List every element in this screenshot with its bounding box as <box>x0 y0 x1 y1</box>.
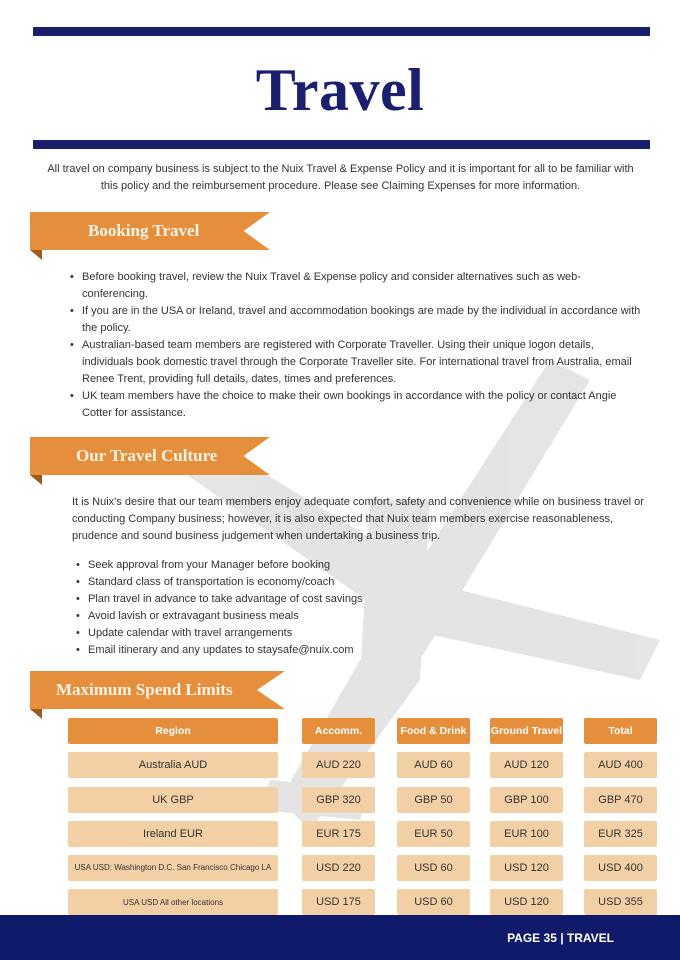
list-item: • UK team members have the choice to make their own bookings in accordance with the policy or contact Angie Cotter for assistance. <box>70 388 645 422</box>
table-cell: EUR 100 <box>490 821 563 847</box>
table-cell: GBP 50 <box>397 787 470 813</box>
table-cell: AUD 220 <box>302 752 375 778</box>
list-item: • If you are in the USA or Ireland, travel and accommodation bookings are made by the individual in accordance with the policy. <box>70 303 645 337</box>
spend-limits-banner <box>30 671 285 709</box>
intro-paragraph: All travel on company business is subject to the Nuix Travel & Expense Policy and it is important for all to be familiar with this policy and the reimbursement procedure. Please see Claiming Expenses for more information. <box>47 163 634 192</box>
table-header-cell: Accomm. <box>302 718 375 744</box>
title-underline-rule <box>33 140 650 149</box>
table-cell-region: USA USD: Washington D.C. San Francisco Chicago LA <box>68 855 278 881</box>
table-cell: AUD 400 <box>584 752 657 778</box>
travel-culture-banner <box>30 437 270 475</box>
table-header-cell: Region <box>68 718 278 744</box>
table-cell: USD 220 <box>302 855 375 881</box>
list-item: • Plan travel in advance to take advantage of cost savings <box>76 591 576 608</box>
table-cell: USD 60 <box>397 889 470 915</box>
table-cell: USD 355 <box>584 889 657 915</box>
booking-travel-banner <box>30 212 270 250</box>
travel-culture-heading: Our Travel Culture <box>76 446 218 465</box>
list-item: • Seek approval from your Manager before booking <box>76 557 576 574</box>
page-number-footer: PAGE 35 | TRAVEL <box>507 931 614 945</box>
table-cell: AUD 120 <box>490 752 563 778</box>
table-cell: USD 60 <box>397 855 470 881</box>
table-cell: USD 175 <box>302 889 375 915</box>
table-header-cell: Total <box>584 718 657 744</box>
list-item: • Email itinerary and any updates to staysafe@nuix.com <box>76 642 576 659</box>
page-title: Travel <box>255 57 425 123</box>
table-cell: AUD 60 <box>397 752 470 778</box>
table-header-cell: Ground Travel <box>490 718 563 744</box>
table-cell-region: USA USD All other locations <box>68 889 278 915</box>
table-cell: USD 400 <box>584 855 657 881</box>
table-cell: EUR 175 <box>302 821 375 847</box>
top-rule <box>33 27 650 36</box>
list-item: • Australian-based team members are registered with Corporate Traveller. Using their unique logon details, individuals book domestic travel through the Corporate Traveller site. For international travel from Australia, email Renee Trent, providing full details, dates, times and preferences. <box>70 337 645 388</box>
list-item: • Avoid lavish or extravagant business meals <box>76 608 576 625</box>
table-cell: GBP 320 <box>302 787 375 813</box>
booking-travel-heading: Booking Travel <box>88 221 200 240</box>
table-cell-region: Ireland EUR <box>68 821 278 847</box>
booking-travel-list <box>70 269 645 422</box>
travel-culture-paragraph: It is Nuix's desire that our team members enjoy adequate comfort, safety and convenience while on business travel or conducting Company business; however, it is also expected that Nuix team members exercise reasonableness, prudence and sound business judgement when undertaking a business trip. <box>72 496 644 542</box>
list-item: • Update calendar with travel arrangements <box>76 625 576 642</box>
travel-culture-list <box>76 557 576 659</box>
spend-limits-heading: Maximum Spend Limits <box>56 680 233 699</box>
table-cell-region: Australia AUD <box>68 752 278 778</box>
table-cell: GBP 100 <box>490 787 563 813</box>
table-cell: EUR 325 <box>584 821 657 847</box>
list-item: • Before booking travel, review the Nuix Travel & Expense policy and consider alternatives such as web-conferencing. <box>70 269 645 303</box>
table-cell: EUR 50 <box>397 821 470 847</box>
table-cell: USD 120 <box>490 889 563 915</box>
list-item: • Standard class of transportation is economy/coach <box>76 574 576 591</box>
table-cell: GBP 470 <box>584 787 657 813</box>
table-cell-region: UK GBP <box>68 787 278 813</box>
table-header-cell: Food & Drink <box>397 718 470 744</box>
table-cell: USD 120 <box>490 855 563 881</box>
